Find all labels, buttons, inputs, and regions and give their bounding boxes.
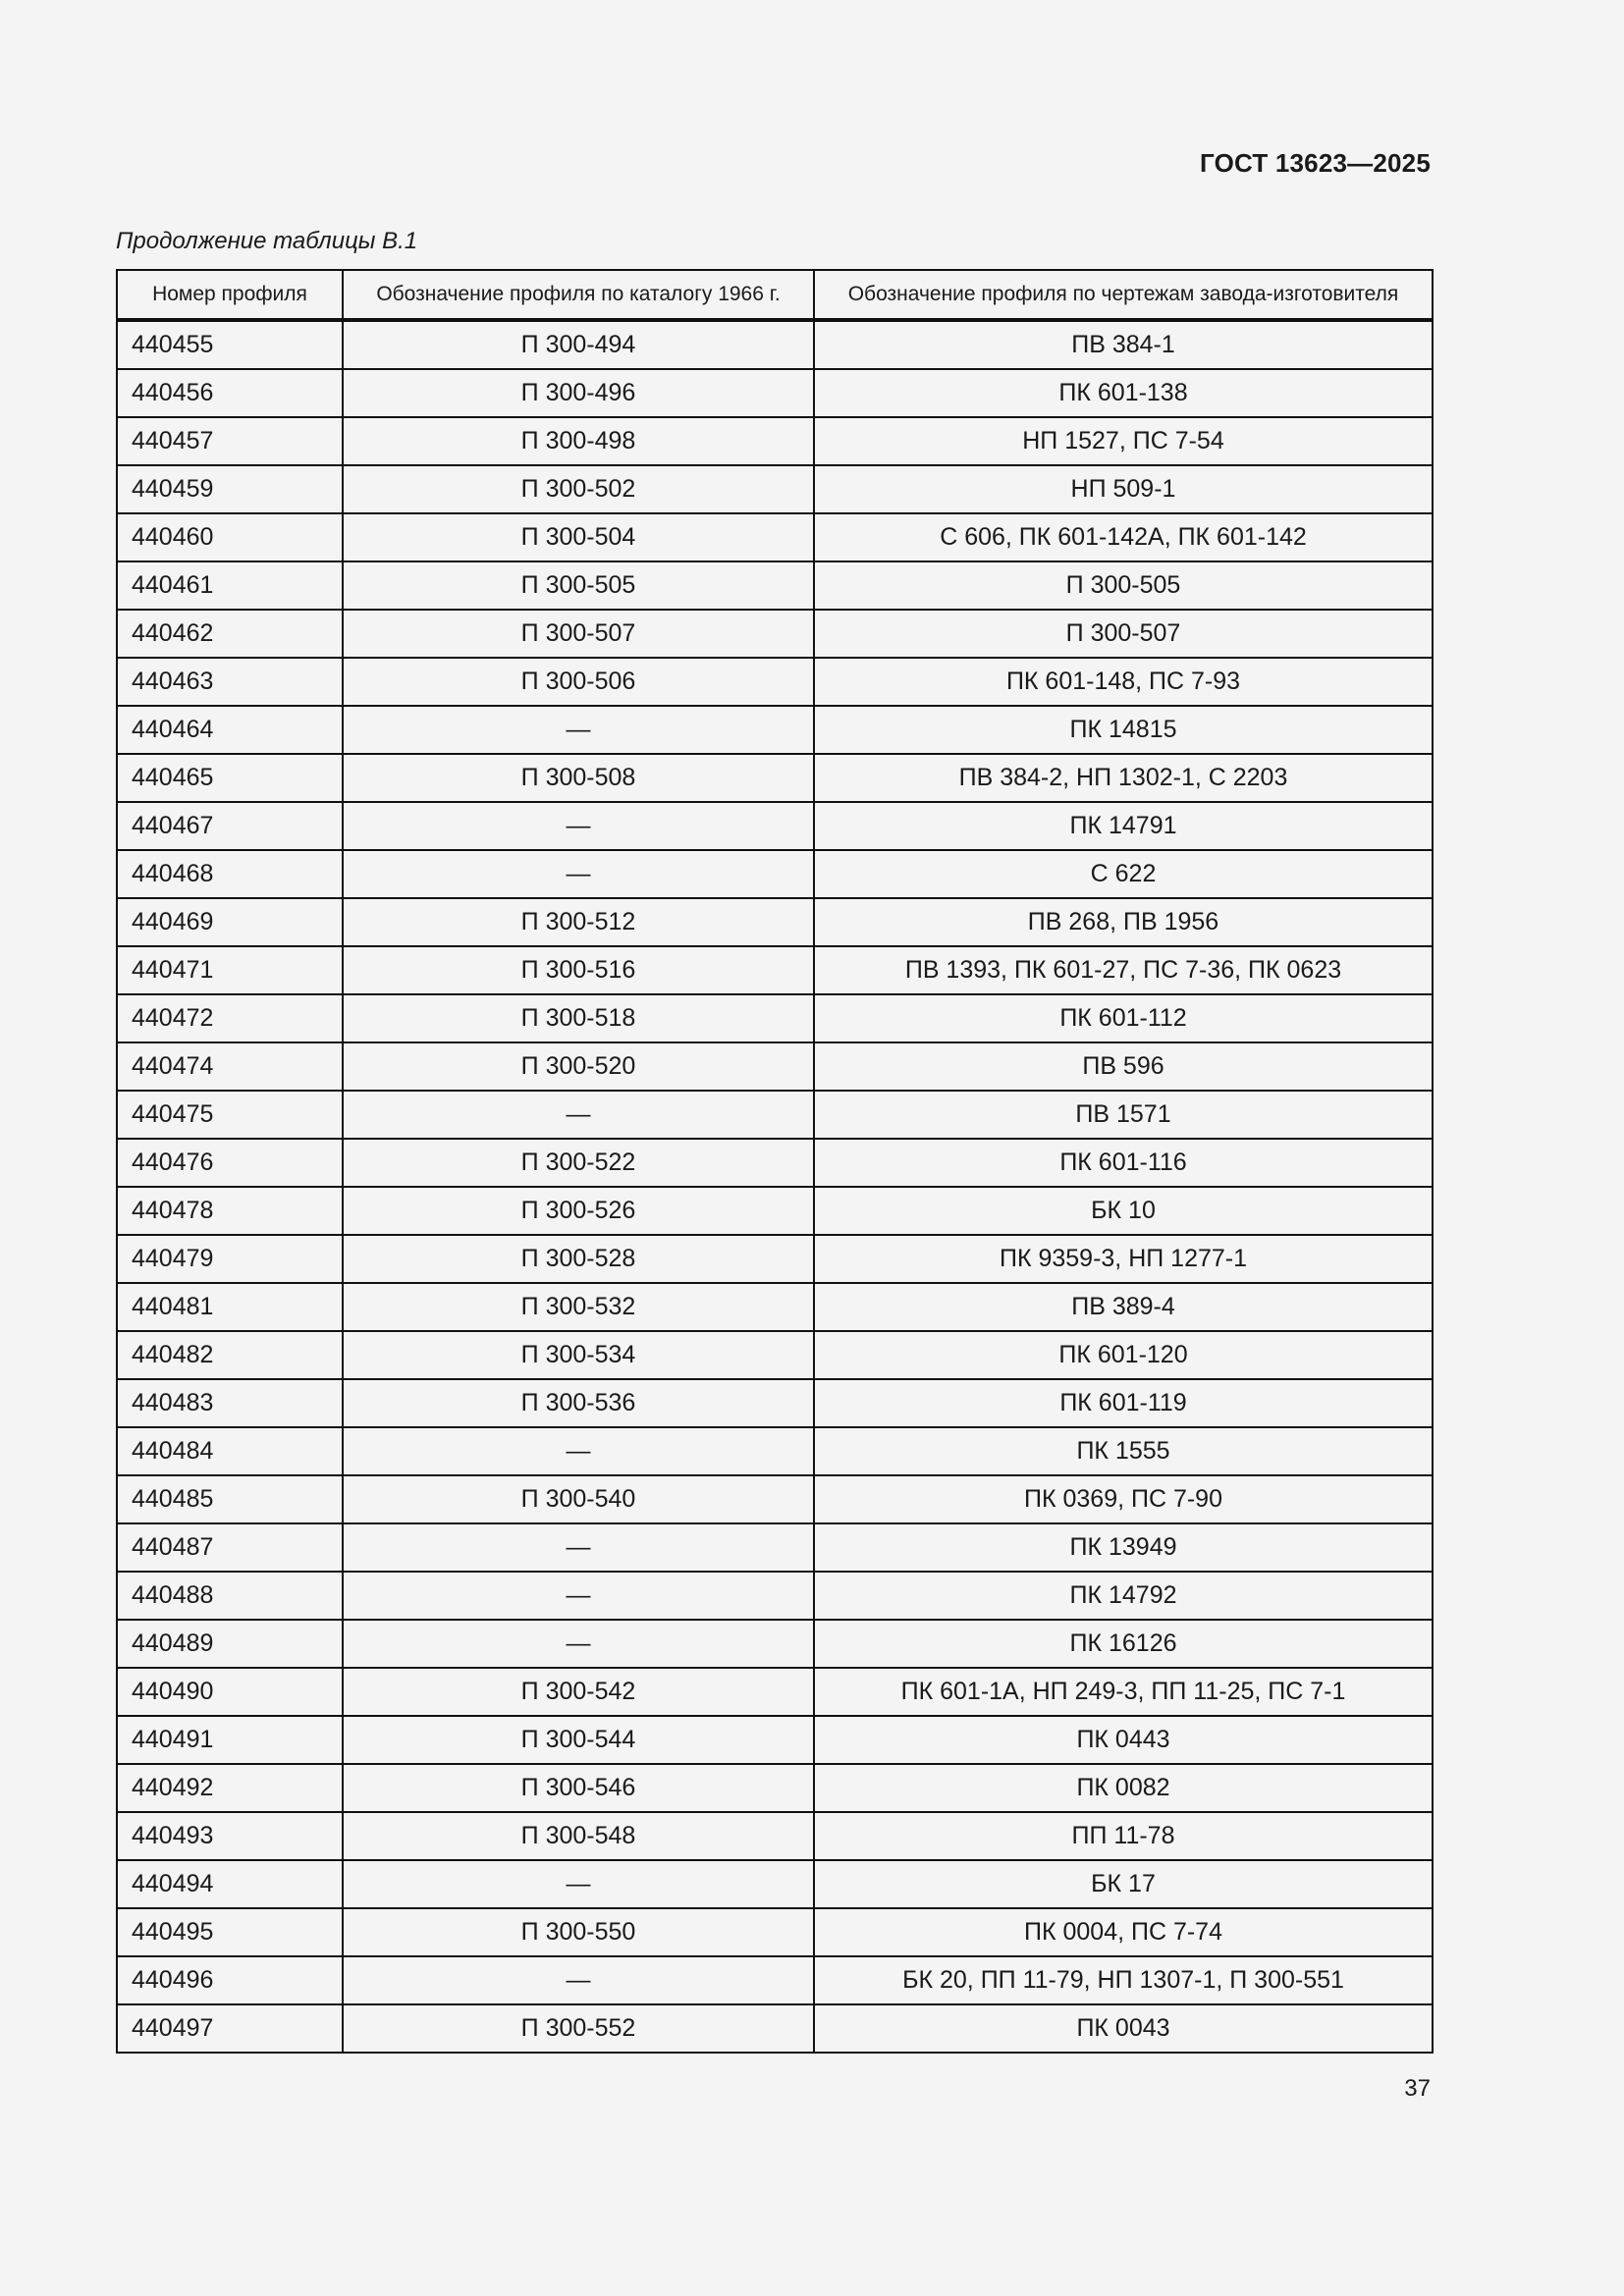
manufacturer-designation-cell: ПК 601-116 [814, 1139, 1433, 1187]
table-row [117, 610, 1433, 658]
document-code: ГОСТ 13623—2025 [1200, 148, 1431, 178]
profile-number-cell: 440491 [117, 1716, 343, 1764]
manufacturer-designation-cell: С 606, ПК 601-142А, ПК 601-142 [814, 513, 1433, 561]
table-row [117, 754, 1433, 802]
profile-number-cell: 440474 [117, 1042, 343, 1091]
manufacturer-designation-cell: П 300-505 [814, 561, 1433, 610]
manufacturer-designation-cell: ПВ 268, ПВ 1956 [814, 898, 1433, 946]
catalog-designation-cell: П 300-502 [343, 465, 814, 513]
table-row [117, 658, 1433, 706]
catalog-designation-cell: — [343, 1572, 814, 1620]
table-row [117, 369, 1433, 417]
manufacturer-designation-cell: С 622 [814, 850, 1433, 898]
profile-number-cell: 440485 [117, 1475, 343, 1523]
catalog-designation-cell: П 300-505 [343, 561, 814, 610]
table-row [117, 898, 1433, 946]
manufacturer-designation-cell: ПК 1555 [814, 1427, 1433, 1475]
catalog-designation-cell: П 300-512 [343, 898, 814, 946]
catalog-designation-cell: П 300-506 [343, 658, 814, 706]
table-row [117, 1235, 1433, 1283]
catalog-designation-cell: — [343, 1427, 814, 1475]
manufacturer-designation-cell: ПК 14815 [814, 706, 1433, 754]
catalog-designation-cell: П 300-518 [343, 994, 814, 1042]
profile-number-cell: 440492 [117, 1764, 343, 1812]
profile-number-cell: 440467 [117, 802, 343, 850]
column-header-manufacturer-drawing: Обозначение профиля по чертежам завода-изготовителя [814, 270, 1433, 320]
catalog-designation-cell: — [343, 1523, 814, 1572]
catalog-designation-cell: П 300-542 [343, 1668, 814, 1716]
table-row [117, 465, 1433, 513]
manufacturer-designation-cell: НП 1527, ПС 7-54 [814, 417, 1433, 465]
table-row [117, 802, 1433, 850]
table-row [117, 1956, 1433, 2004]
table-row [117, 561, 1433, 610]
table-row [117, 1812, 1433, 1860]
column-header-profile-number: Номер профиля [117, 270, 343, 320]
profile-number-cell: 440476 [117, 1139, 343, 1187]
catalog-designation-cell: П 300-536 [343, 1379, 814, 1427]
table-row [117, 1523, 1433, 1572]
profile-number-cell: 440495 [117, 1908, 343, 1956]
table-body [117, 320, 1433, 2053]
page-number: 37 [1404, 2075, 1431, 2102]
manufacturer-designation-cell: ПК 601-1А, НП 249-3, ПП 11-25, ПС 7-1 [814, 1668, 1433, 1716]
manufacturer-designation-cell: ПК 13949 [814, 1523, 1433, 1572]
manufacturer-designation-cell: ПК 0004, ПС 7-74 [814, 1908, 1433, 1956]
table-row [117, 1139, 1433, 1187]
table-row [117, 850, 1433, 898]
profile-number-cell: 440487 [117, 1523, 343, 1572]
table-row [117, 994, 1433, 1042]
catalog-designation-cell: — [343, 1860, 814, 1908]
table-row [117, 1620, 1433, 1668]
profile-number-cell: 440464 [117, 706, 343, 754]
profile-number-cell: 440494 [117, 1860, 343, 1908]
catalog-designation-cell: П 300-508 [343, 754, 814, 802]
manufacturer-designation-cell: ПВ 389-4 [814, 1283, 1433, 1331]
catalog-designation-cell: П 300-504 [343, 513, 814, 561]
profile-number-cell: 440457 [117, 417, 343, 465]
profile-number-cell: 440461 [117, 561, 343, 610]
manufacturer-designation-cell: ПК 601-138 [814, 369, 1433, 417]
column-header-catalog-1966: Обозначение профиля по каталогу 1966 г. [343, 270, 814, 320]
catalog-designation-cell: П 300-516 [343, 946, 814, 994]
manufacturer-designation-cell: БК 20, ПП 11-79, НП 1307-1, П 300-551 [814, 1956, 1433, 2004]
manufacturer-designation-cell: ПК 0443 [814, 1716, 1433, 1764]
profile-number-cell: 440488 [117, 1572, 343, 1620]
manufacturer-designation-cell: ПК 601-120 [814, 1331, 1433, 1379]
table-row [117, 706, 1433, 754]
profile-number-cell: 440468 [117, 850, 343, 898]
catalog-designation-cell: П 300-552 [343, 2004, 814, 2053]
manufacturer-designation-cell: ПВ 596 [814, 1042, 1433, 1091]
table-row [117, 1283, 1433, 1331]
manufacturer-designation-cell: ПП 11-78 [814, 1812, 1433, 1860]
table-row [117, 1475, 1433, 1523]
catalog-designation-cell: П 300-526 [343, 1187, 814, 1235]
catalog-designation-cell: П 300-496 [343, 369, 814, 417]
profile-number-cell: 440482 [117, 1331, 343, 1379]
profile-number-cell: 440472 [117, 994, 343, 1042]
profile-number-cell: 440497 [117, 2004, 343, 2053]
table-row [117, 2004, 1433, 2053]
profile-number-cell: 440455 [117, 320, 343, 369]
profile-number-cell: 440483 [117, 1379, 343, 1427]
table-caption: Продолжение таблицы В.1 [116, 228, 418, 254]
catalog-designation-cell: — [343, 1091, 814, 1139]
catalog-designation-cell: П 300-507 [343, 610, 814, 658]
catalog-designation-cell: — [343, 802, 814, 850]
manufacturer-designation-cell: БК 10 [814, 1187, 1433, 1235]
table-row [117, 1427, 1433, 1475]
table-row [117, 1042, 1433, 1091]
catalog-designation-cell: П 300-532 [343, 1283, 814, 1331]
manufacturer-designation-cell: ПВ 384-1 [814, 320, 1433, 369]
profile-number-cell: 440469 [117, 898, 343, 946]
manufacturer-designation-cell: ПК 601-119 [814, 1379, 1433, 1427]
catalog-designation-cell: П 300-520 [343, 1042, 814, 1091]
manufacturer-designation-cell: ПК 601-148, ПС 7-93 [814, 658, 1433, 706]
table-row [117, 1716, 1433, 1764]
table-row [117, 1908, 1433, 1956]
manufacturer-designation-cell: ПВ 1393, ПК 601-27, ПС 7-36, ПК 0623 [814, 946, 1433, 994]
profile-number-cell: 440493 [117, 1812, 343, 1860]
catalog-designation-cell: П 300-498 [343, 417, 814, 465]
profile-number-cell: 440496 [117, 1956, 343, 2004]
catalog-designation-cell: П 300-534 [343, 1331, 814, 1379]
manufacturer-designation-cell: НП 509-1 [814, 465, 1433, 513]
profile-number-cell: 440459 [117, 465, 343, 513]
profile-number-cell: 440460 [117, 513, 343, 561]
table-row [117, 1331, 1433, 1379]
profile-number-cell: 440484 [117, 1427, 343, 1475]
manufacturer-designation-cell: БК 17 [814, 1860, 1433, 1908]
manufacturer-designation-cell: ПК 0082 [814, 1764, 1433, 1812]
table-row [117, 1572, 1433, 1620]
catalog-designation-cell: П 300-522 [343, 1139, 814, 1187]
manufacturer-designation-cell: ПК 16126 [814, 1620, 1433, 1668]
catalog-designation-cell: П 300-494 [343, 320, 814, 369]
table-row [117, 946, 1433, 994]
catalog-designation-cell: — [343, 1956, 814, 2004]
profile-number-cell: 440479 [117, 1235, 343, 1283]
profile-number-cell: 440463 [117, 658, 343, 706]
profile-number-cell: 440462 [117, 610, 343, 658]
manufacturer-designation-cell: ПК 14792 [814, 1572, 1433, 1620]
table-row [117, 1379, 1433, 1427]
profile-number-cell: 440490 [117, 1668, 343, 1716]
table-row [117, 1764, 1433, 1812]
catalog-designation-cell: П 300-548 [343, 1812, 814, 1860]
manufacturer-designation-cell: П 300-507 [814, 610, 1433, 658]
profile-number-cell: 440489 [117, 1620, 343, 1668]
table-row [117, 1187, 1433, 1235]
catalog-designation-cell: П 300-528 [343, 1235, 814, 1283]
catalog-designation-cell: П 300-540 [343, 1475, 814, 1523]
catalog-designation-cell: П 300-546 [343, 1764, 814, 1812]
profile-table [116, 269, 1434, 2054]
profile-number-cell: 440456 [117, 369, 343, 417]
profile-number-cell: 440465 [117, 754, 343, 802]
table-row [117, 513, 1433, 561]
profile-number-cell: 440475 [117, 1091, 343, 1139]
table-row [117, 1860, 1433, 1908]
table-row [117, 1091, 1433, 1139]
catalog-designation-cell: — [343, 850, 814, 898]
manufacturer-designation-cell: ПВ 1571 [814, 1091, 1433, 1139]
manufacturer-designation-cell: ПК 601-112 [814, 994, 1433, 1042]
manufacturer-designation-cell: ПК 9359-3, НП 1277-1 [814, 1235, 1433, 1283]
table-row [117, 320, 1433, 369]
manufacturer-designation-cell: ПВ 384-2, НП 1302-1, С 2203 [814, 754, 1433, 802]
table-header-row [117, 270, 1433, 320]
table-row [117, 417, 1433, 465]
catalog-designation-cell: П 300-544 [343, 1716, 814, 1764]
profile-number-cell: 440478 [117, 1187, 343, 1235]
manufacturer-designation-cell: ПК 14791 [814, 802, 1433, 850]
profile-number-cell: 440481 [117, 1283, 343, 1331]
profile-number-cell: 440471 [117, 946, 343, 994]
catalog-designation-cell: — [343, 706, 814, 754]
table-row [117, 1668, 1433, 1716]
catalog-designation-cell: — [343, 1620, 814, 1668]
catalog-designation-cell: П 300-550 [343, 1908, 814, 1956]
manufacturer-designation-cell: ПК 0369, ПС 7-90 [814, 1475, 1433, 1523]
manufacturer-designation-cell: ПК 0043 [814, 2004, 1433, 2053]
